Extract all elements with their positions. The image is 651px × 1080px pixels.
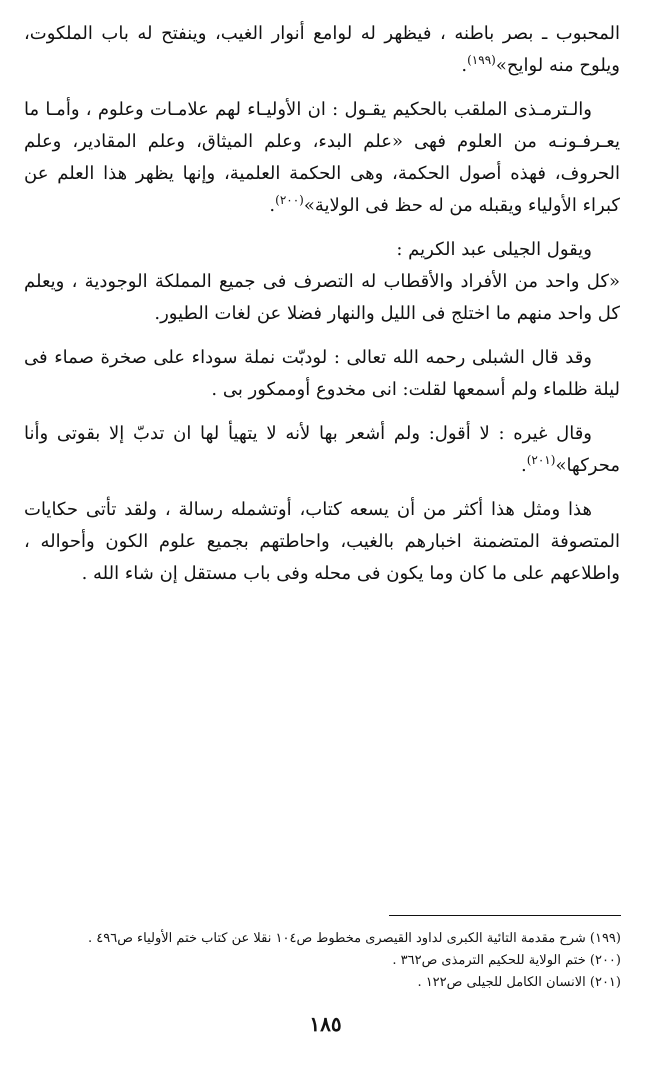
footnote-ref-199: (١٩٩) [467,53,496,67]
paragraph-5-text: وقال غيره : لا أقول: ولم أشعر بها لأنه لا يتهيأ لها ان تدبّ إلا بقوتى وأنا محركها» [24,423,620,476]
paragraph-1-end: . [461,55,468,76]
paragraph-4: وقد قال الشبلى رحمه الله تعالى : لودبّت نملة سوداء على صخرة صماء فى ليلة ظلماء ولم أسمعها لقلت: انى مخدوع أوممكور بى . [24,347,620,400]
paragraph-2-end: . [269,195,276,216]
paragraph-3-quote: «كل واحد من الأفراد والأقطاب له التصرف فى جميع المملكة الوجودية ، ويعلم كل واحد منهم ما اختلج فى الليل والنهار فضلا عن لغات الطيور. [24,271,620,324]
footnote-200: (٢٠٠) ختم الولاية للحكيم الترمذى ص٣٦٢ . [392,953,621,968]
main-text [24,18,620,602]
paragraph-2-text: والـترمـذى الملقب بالحكيم يقـول : ان الأوليـاء لهم علامـات وعلوم ، وأمـا ما يعـرفـونـه من العلوم فهى «علم البدء، وعلم الميثاق، وعلم المقادير، وعلم الحروف، فهذه أصول الحكمة، وهى الحكمة العلمية، وإنها يظهر هذا العلم عن كبراء الأولياء ويقبله من له حظ فى الولاية» [24,99,620,216]
paragraph-1 [24,18,620,82]
footnote-ref-200: (٢٠٠) [275,193,304,207]
paragraph-3-intro: ويقول الجيلى عبد الكريم : [396,239,592,260]
footnotes [31,928,621,994]
footnote-ref-201: (٢٠١) [526,453,556,467]
footnote-separator [389,915,621,916]
paragraph-2 [24,94,620,222]
paragraph-1-text: المحبوب ـ بصر باطنه ، فيظهر له لوامع أنوار الغيب، وينفتح له باب الملكوت، ويلوح منه لوايح» [24,23,620,76]
paragraph-6: هذا ومثل هذا أكثر من أن يسعه كتاب، أوتشمله رسالة ، ولقد تأتى حكايات المتصوفة المتضمنة اخبارهم بالغيب، واحاطتهم بجميع علوم الكون وأحواله ، واطلاعهم على ما كان وما يكون فى محله وفى باب مستقل إن شاء الله . [24,499,620,584]
paragraph-5 [24,418,620,482]
paragraph-5-end: . [520,455,527,476]
page-number: ١٨٥ [309,1012,342,1036]
footnote-201: (٢٠١) الانسان الكامل للجيلى ص١٢٢ . [417,975,621,990]
footnote-199: (١٩٩) شرح مقدمة التائية الكبرى لداود القيصرى مخطوط ص١٠٤ نقلا عن كتاب ختم الأولياء ص٤٩٦ . [87,931,621,946]
